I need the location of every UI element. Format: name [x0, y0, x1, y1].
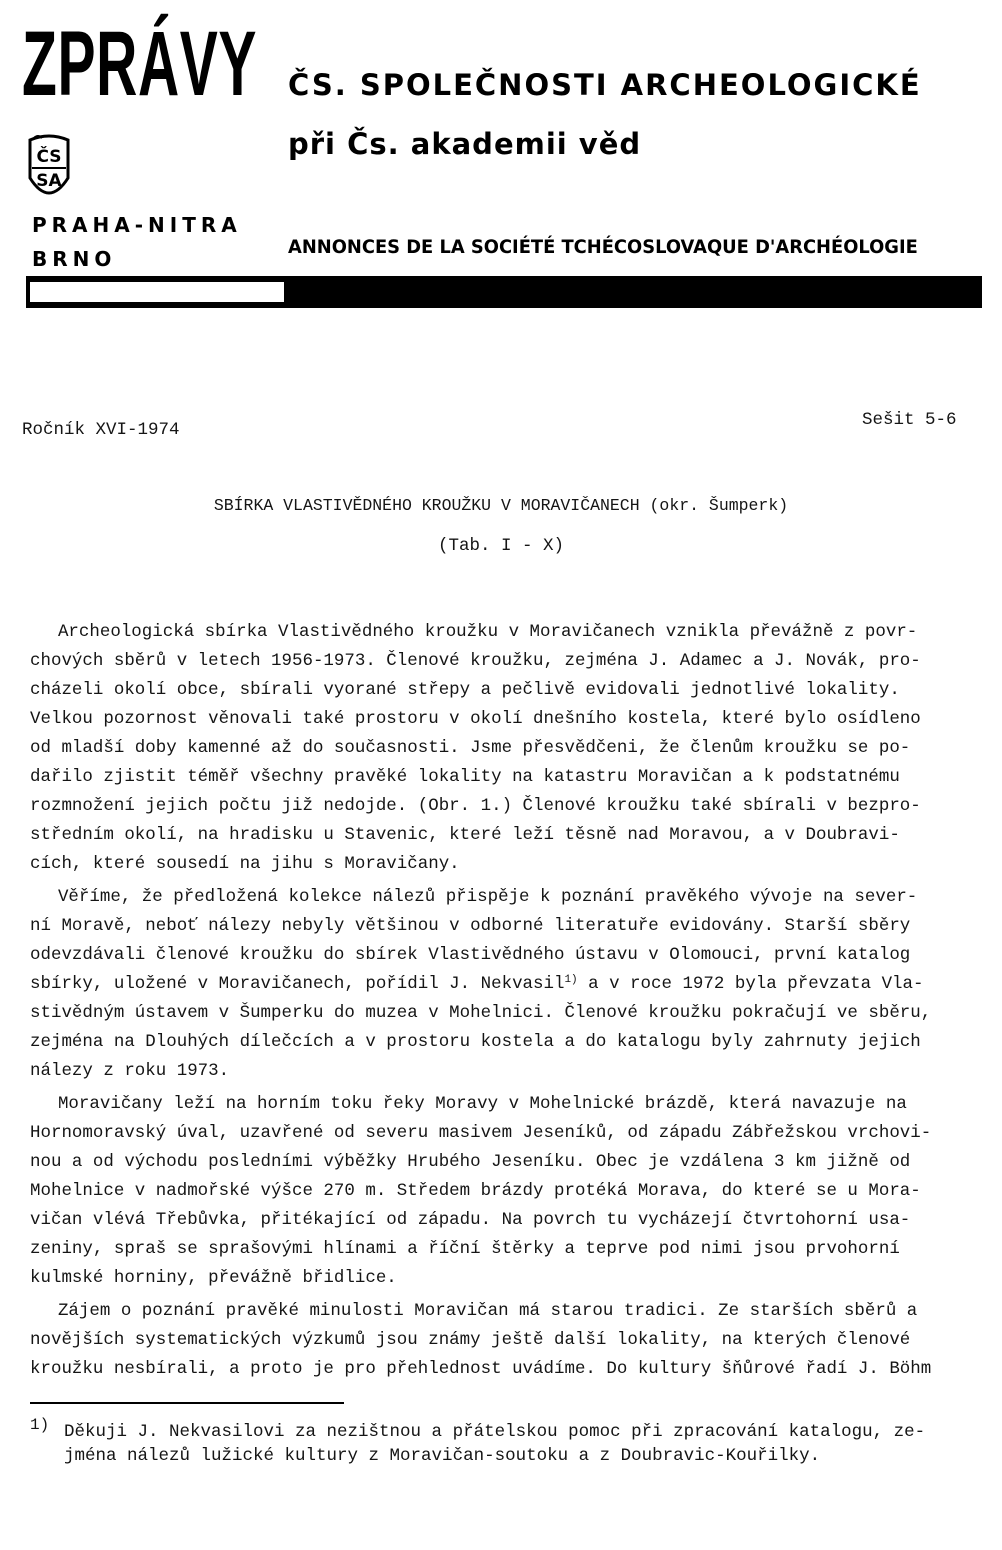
cities-line-1: PRAHA-NITRA	[32, 213, 242, 237]
csa-logo-icon	[24, 134, 74, 206]
society-name: ČS. SPOLEČNOSTI ARCHEOLOGICKÉ	[288, 68, 922, 102]
logo-text-top: ČS	[36, 147, 62, 167]
masthead-rule-box	[30, 282, 284, 302]
body-line: Mohelnice v nadmořské výšce 270 m. Středem brázdy protéká Morava, do které se u Mora-	[30, 1181, 921, 1201]
masthead-title: ZPRÁVY	[22, 13, 258, 115]
body-line: kulmské horniny, převážně břidlice.	[30, 1268, 397, 1288]
article-subtitle: (Tab. I - X)	[437, 536, 565, 556]
body-line-part: a v roce 1972 byla převzata Vla-	[588, 974, 924, 994]
academy-line: při Čs. akademii věd	[288, 127, 642, 161]
body-line: nálezy z roku 1973.	[30, 1061, 230, 1081]
logo-text-bottom: SA	[36, 171, 62, 191]
footnote-mark: 1)	[30, 1416, 50, 1434]
body-line: odevzdávali členové kroužku do sbírek Vlastivědného ústavu v Olomouci, první katalog	[30, 945, 911, 965]
body-line: středním okolí, na hradisku u Stavenic, které leží těsně nad Moravou, a v Doubravi-	[30, 825, 900, 845]
body-line: novějších systematických výzkumů jsou známy ještě další lokality, na kterých členové	[30, 1330, 911, 1350]
footnote-line: Děkuji J. Nekvasilovi za nezištnou a přátelskou pomoc při zpracování katalogu, ze-	[64, 1422, 926, 1442]
volume-label: Ročník XVI-1974	[22, 420, 180, 440]
cities	[32, 208, 242, 276]
footnote-reference: 1)	[564, 974, 578, 986]
article-body	[30, 618, 990, 1384]
body-line: dařilo zjistit téměř všechny pravěké lokality na katastru Moravičan a k podstatnému	[30, 767, 900, 787]
body-line: zeniny, spraš se sprašovými hlínami a říční štěrky a teprve pod nimi jsou prvohorní	[30, 1239, 900, 1259]
body-line: Velkou pozornost věnovali také prostoru v okolí dnešního kostela, které bylo osídleno	[30, 709, 921, 729]
issue-label: Sešit 5-6	[862, 410, 957, 430]
body-line: zejména na Dlouhých dílečcích a v prostoru kostela a do katalogu byly zahrnuty jejich	[30, 1032, 921, 1052]
body-line: rozmnožení jejich počtu již nedojde. (Obr. 1.) Členové kroužku také sbírali v bezpro-	[30, 796, 921, 816]
footnote-divider	[30, 1402, 344, 1404]
body-line: stivědným ústavem v Šumperku do muzea v Mohelnici. Členové kroužku pokračují ve sběru,	[30, 1003, 932, 1023]
body-line-part: sbírky, uložené v Moravičanech, pořídil J. Nekvasil	[30, 974, 565, 994]
body-line: cích, které sousedí na jihu s Moravičany.	[30, 854, 460, 874]
body-line: nou a od východu posledními výběžky Hrubého Jeseníku. Obec je vzdálena 3 km jižně od	[30, 1152, 911, 1172]
annonces-line: ANNONCES DE LA SOCIÉTÉ TCHÉCOSLOVAQUE D'ARCHÉOLOGIE	[288, 236, 918, 258]
body-line: Hornomoravský úval, uzavřené od severu masivem Jeseníků, od západu Zábřežskou vrchovi-	[30, 1123, 932, 1143]
body-line: chových sběrů v letech 1956-1973. Členové kroužku, zejména J. Adamec a J. Novák, pro-	[30, 651, 921, 671]
body-line: ní Moravě, neboť nálezy nebyly většinou v odborné literatuře evidovány. Starší sběry	[30, 916, 911, 936]
body-line: vičan vlévá Třebůvka, přitékající od západu. Na povrch tu vycházejí čtvrtohorní usa-	[30, 1210, 911, 1230]
body-line	[30, 970, 988, 999]
body-line: Věříme, že předložená kolekce nálezů přispěje k poznání pravěkého vývoje na sever-	[57, 887, 918, 907]
body-line: kroužku nesbírali, a proto je pro přehlednost uvádíme. Do kultury šňůrové řadí J. Böhm	[30, 1359, 932, 1379]
body-line: cházeli okolí obce, sbírali vyorané střepy a pečlivě evidovali jednotlivé lokality.	[30, 680, 900, 700]
body-line: Archeologická sbírka Vlastivědného kroužku v Moravičanech vznikla převážně z povr-	[57, 622, 918, 642]
footnote-text	[64, 1420, 984, 1468]
footnote-line: jména nálezů lužické kultury z Moravičan-soutoku a z Doubravic-Kouřilky.	[64, 1446, 821, 1466]
body-line: Moravičany leží na horním toku řeky Moravy v Mohelnické brázdě, která navazuje na	[57, 1094, 907, 1114]
article-title: SBÍRKA VLASTIVĚDNÉHO KROUŽKU V MORAVIČANECH (okr. Šumperk)	[213, 496, 789, 515]
body-line: od mladší doby kamenné až do současnosti. Jsme přesvědčeni, že členům kroužku se po-	[30, 738, 911, 758]
cities-line-2: BRNO	[32, 247, 117, 271]
body-line: Zájem o poznání pravěké minulosti Moravičan má starou tradici. Ze starších sběrů a	[57, 1301, 918, 1321]
